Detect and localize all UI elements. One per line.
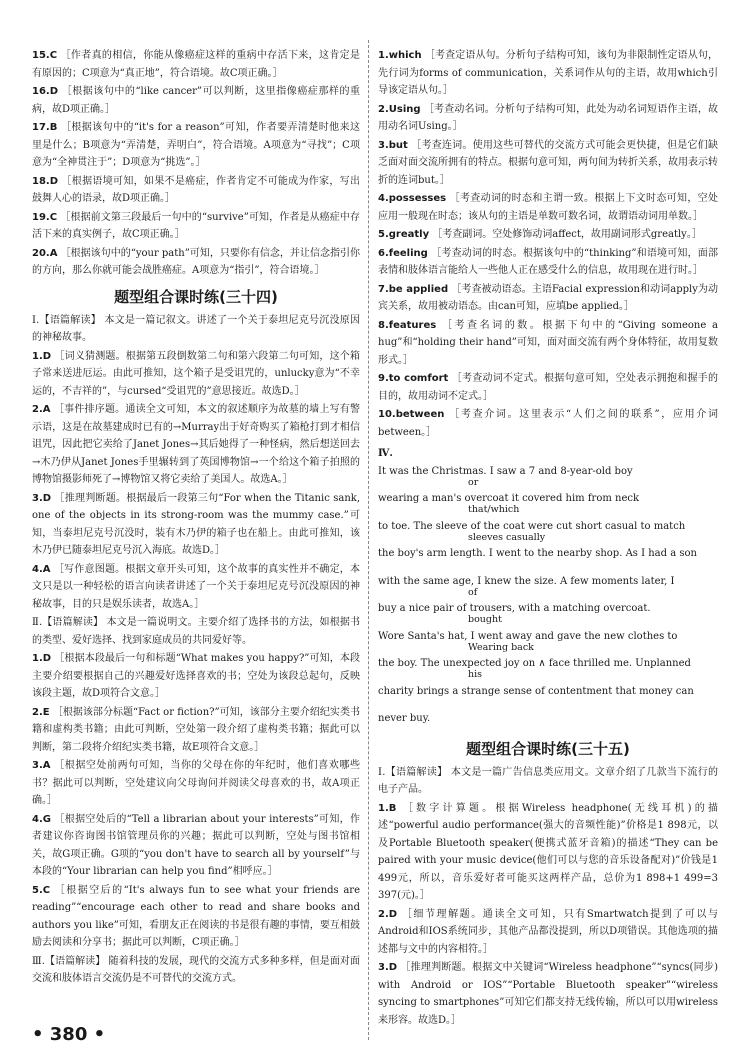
answer-number: 5.greatly	[378, 229, 430, 240]
answer-explanation: ［考查连词。使用这些可替代的交流方式可能会更快捷，但是它们缺乏面对面交流所拥有的特点。根据句意可知，两句间为转折关系，故用表示转折的连词but。］	[378, 139, 719, 186]
answer-item	[32, 173, 360, 208]
answer-explanation: ［根据前文第三段最后一句中的“survive”可知，作者是从癌症中存活下来的真实例子，故C项正确。］	[32, 211, 360, 240]
answer-number: 1.D	[32, 350, 52, 362]
answer-explanation: ［考查动词的时态。根据该句中的“thinking”和语境可知，面部表情和肢体语言能给人一些他人正在感受什么的信息，故用现在进行时。］	[378, 247, 718, 276]
answer-explanation: ［根据该句中的“like cancer”可以判断，这里指像癌症那样的重病，故D项正确。］	[32, 86, 360, 115]
answer-explanation: ［推理判断题。根据文中关键词“Wireless headphone”“syncs(同步) with Android or IOS”“Portable Bluetooth speaker”“wireless syncing to smartphones”可知它们都支持无线传输，所以可以用wireless来形容。故选D。］	[378, 962, 718, 1026]
answer-item	[32, 561, 360, 614]
answer-item	[32, 119, 360, 172]
essay-correction: sleeves casually	[468, 531, 546, 543]
answer-item	[32, 47, 360, 82]
answer-explanation: ［根据该句中的“your path”可知，只要你有信念，并让信念指引你的方向，那么你就可能会战胜癌症。A项意为“指引”，符合语境。］	[32, 247, 360, 276]
answer-number: 17.B	[32, 122, 58, 133]
answer-explanation: ［考查动词不定式。根据句意可知，空处表示拥抱和握手的目的，故用动词不定式。］	[378, 373, 718, 402]
section-title-35: 题型组合课时练(三十五)	[466, 739, 630, 758]
answer-explanation: ［写作意图题。根据文章开头可知，这个故事的真实性并不确定，本文只是以一种轻松的语言向读者讲述了一个关于泰坦尼克号沉没原因的神秘故事，目的只是娱乐读者，故选A。］	[32, 563, 360, 610]
answer-explanation: ［根据该部分标题“Fact or fiction?”可知，该部分主要介绍纪实类书籍和虚构类书籍；由此可判断，空处第一段介绍了虚构类书籍；据此可以判断，第二段将介绍纪实类书籍，故E项符合文意。］	[32, 706, 360, 753]
answer-explanation: ［根据该句中的“it's for a reason”可知，作者要弄清楚时他来这里是什么；B项意为“弄清楚，弄明白”，符合语境。A项意为“寻找”；C项意为“全神贯注于”；D项意为“挑选”。］	[32, 122, 360, 168]
intro-reading-III: Ⅲ.【语篇解读】 随着科技的发展，现代的交流方式多种多样，但是面对面交流和肢体语言交流仍是不可替代的交流方式。	[32, 955, 360, 984]
essay-line-text: charity brings a strange sense of contentment that money can	[378, 685, 694, 697]
answer-item	[32, 882, 360, 952]
answer-item	[32, 490, 360, 560]
answer-explanation: ［词义猜测题。根据第五段倒数第二句和第六段第二句可知，这个箱子常来送进厄运。由此可推知，这个箱子是受诅咒的，unlucky意为“不幸运的，不吉祥的”，与cursed“受诅咒的”意思接近。故选D。］	[32, 350, 360, 397]
essay-line-text: with the same age, I knew the size. A few moments later, I	[378, 575, 675, 587]
answer-item	[32, 401, 360, 489]
answer-number: 4.A	[32, 563, 51, 575]
essay-line	[378, 710, 718, 728]
answer-explanation: ［推理判断题。根据最后一段第三句“For when the Titanic sank, one of the objects in its strong-room was the mummy case.”可知，当泰坦尼克号沉没时，装有木乃伊的箱子也在船上。由此可推知，该木乃伊已随泰坦尼克号沉入海底。故选D。］	[32, 492, 360, 556]
answer-item	[378, 370, 718, 405]
answer-number: 10.between	[378, 409, 445, 420]
intro-reading-I: Ⅰ.【语篇解读】 本文是一篇记叙文。讲述了一个关于泰坦尼克号沉没原因的神秘故事。	[32, 314, 360, 343]
answer-explanation: ［考查被动语态。主语Facial expression和动词apply为动宾关系，故用被动语态。由can可知，应填be applied。］	[378, 283, 718, 312]
answer-explanation: ［考查动名词。分析句子结构可知，此处为动名词短语作主语，故用动名词Using。］	[378, 103, 718, 132]
answer-number: 1.B	[378, 802, 397, 814]
answer-number: 3.but	[378, 139, 408, 151]
left-column	[32, 47, 360, 989]
answer-number: 4.G	[32, 813, 51, 825]
answer-explanation: ［作者真的相信，你能从像癌症这样的重病中存活下来，这肯定是有原因的；C项意为“真正地”，符合语境。故C项正确。］	[32, 50, 360, 79]
answer-item	[32, 348, 360, 401]
answer-number: 3.A	[32, 760, 51, 771]
section-title-34: 题型组合课时练(三十四)	[114, 287, 278, 306]
essay-correction: Wearing back	[468, 641, 534, 653]
page-number: • 380 •	[32, 1024, 106, 1045]
answer-number: 2.D	[378, 908, 398, 920]
answer-number: 5.C	[32, 884, 51, 896]
answer-number: 19.C	[32, 211, 58, 223]
essay-line-text: It was the Christmas. I saw a 7 and 8-year-old boy	[378, 465, 633, 477]
answer-explanation: ［根据空后的“It's always fun to see what your friends are reading”“encourage each other to read and share books and authors you like”可知，看朋友正在阅读的书是很有趣的事情，要互相鼓励去阅读和分享书；据此可以判断，C项正确。］	[32, 884, 360, 948]
essay-line-text: the boy. The unexpected joy on ∧ face thrilled me. Unplanned	[378, 658, 691, 669]
answer-item	[378, 800, 718, 905]
essay-line	[378, 490, 718, 515]
answer-explanation: ［考查介词。这里表示“人们之间的联系”，应用介词between。］	[378, 409, 718, 438]
answer-item	[378, 906, 718, 959]
error-correction-essay	[378, 445, 718, 728]
answer-number: 7.be applied	[378, 283, 449, 295]
answer-number: 2.Using	[378, 103, 421, 115]
answer-item	[378, 47, 718, 100]
answer-explanation: ［细节理解题。通读全文可知，只有Smartwatch提到了可以与Android和IOS系统同步，其他产品都没提到，所以D项错误。其他选项的描述都与文中的内容相符。］	[378, 908, 718, 955]
answer-item	[378, 226, 718, 244]
answer-item	[378, 190, 718, 225]
answer-explanation: ［数字计算题。根据Wireless headphone(无线耳机)的描述“powerful audio performance(强大的音频性能)”价格是1 898元，以及Portable Bluetooth speaker(便携式蓝牙音箱)的描述“They can be paired with your music device(他们可以与您的音乐设备配对)”价钱是1 499元，所以，音乐爱好者可能买这两样产品，总价为1 898+1 499=3 397(元)。］	[378, 802, 718, 901]
essay-line-text: wearing a man's overcoat it covered him from neck	[378, 493, 640, 504]
answer-explanation: ［根据空处后的“Tell a librarian about your interests”可知，作者建议你咨询图书馆管理员你的兴趣；据此可以判断，空处与图书馆相关，故G项正确。G项的“you don't have to search all by yourself”与本段的“Your librarian can help you find”相呼应。］	[32, 813, 360, 877]
answer-explanation: ［考查定语从句。分析句子结构可知，该句为非限制性定语从句，先行词为forms of communication，关系词作从句的主语，故用which引导该定语从句。］	[378, 50, 718, 96]
answer-number: 20.A	[32, 247, 58, 259]
essay-line	[378, 655, 718, 680]
answer-item	[378, 406, 718, 441]
answer-explanation: ［根据本段最后一句和标题“What makes you happy?”可知，本段主要介绍要根据自己的兴趣爱好选择喜欢的书；空处为该段总起句，反映该段主题，故D项符合文意。］	[32, 653, 360, 699]
answer-item	[32, 209, 360, 244]
answer-item	[32, 245, 360, 280]
answer-number: 3.D	[378, 962, 398, 973]
column-divider	[368, 40, 369, 1040]
answer-item	[378, 959, 718, 1029]
essay-correction: bought	[468, 614, 502, 625]
answer-number: 9.to comfort	[378, 373, 449, 384]
answer-number: 6.feeling	[378, 247, 428, 259]
answer-item	[32, 650, 360, 703]
essay-line-text: never buy.	[378, 713, 431, 724]
essay-correction: of	[468, 586, 478, 598]
answer-item	[378, 281, 718, 316]
essay-line	[378, 518, 718, 543]
answer-explanation: ［考查副词。空处修饰动词affect，故用副词形式greatly。］	[432, 229, 702, 240]
essay-correction: or	[468, 476, 479, 488]
answer-number: 4.possesses	[378, 193, 447, 204]
answer-item	[378, 101, 718, 136]
answer-explanation: ［考查名词的数。根据下句中的“Giving someone a hug”和“holding their hand”可知，面对面交流有两个身体特征，故用复数形式。］	[378, 319, 718, 366]
essay-line	[378, 463, 718, 488]
essay-line-text: buy a nice pair of trousers, with a matching overcoat.	[378, 603, 651, 614]
essay-line-text: the boy's arm length. I went to the nearby shop. As I had a son	[378, 548, 697, 559]
essay-correction: that/which	[468, 504, 520, 515]
answer-number: 2.A	[32, 404, 51, 415]
intro-reading-II: Ⅱ.【语篇解读】 本文是一篇说明文。主要介绍了选择书的方法，如根据书的类型、爱好选择、找到家庭成员的共同爱好等。	[32, 617, 360, 646]
essay-line	[378, 573, 718, 598]
essay-line	[378, 545, 718, 563]
essay-label: Ⅳ.	[378, 448, 393, 459]
essay-line-text: Wore Santa's hat, I went away and gave the new clothes to	[378, 630, 678, 642]
essay-line	[378, 600, 718, 625]
right-column	[378, 47, 718, 1030]
essay-line	[378, 628, 718, 653]
answer-item	[378, 245, 718, 280]
answer-number: 1.which	[378, 50, 422, 61]
answer-number: 8.features	[378, 319, 437, 331]
answer-explanation: ［事件排序题。通读全文可知，本文的叙述顺序为故墓的墙上写有警示语，这是在故墓建成时已有的→Murray出于好奇购买了箱枪打到才相信诅咒，因此把它卖给了Janet Jones→其后她得了一种怪病，然后想送回去→木乃伊从Janet Jones手里辗转到了英国博物馆→一个给这个箱子拍照的博物馆摄影师死了→博物馆又将它卖给了美国人。故选A。］	[32, 404, 360, 485]
essay-line-text: to toe. The sleeve of the coat were cut short casual to match	[378, 520, 686, 532]
intro-reading-35-I: Ⅰ.【语篇解读】 本文是一篇广告信息类应用文。文章介绍了几款当下流行的电子产品。	[378, 766, 718, 795]
answer-item	[32, 83, 360, 118]
answer-explanation: ［根据语境可知，如果不是癌症，作者肯定不可能成为作家，写出鼓舞人心的语录，故D项正确。］	[32, 175, 360, 204]
answer-number: 1.D	[32, 653, 52, 664]
answer-number: 2.E	[32, 706, 50, 718]
answer-number: 15.C	[32, 50, 58, 61]
answer-number: 18.D	[32, 175, 59, 187]
essay-line	[378, 683, 718, 701]
answer-item	[378, 317, 718, 370]
answer-item	[378, 137, 718, 190]
answer-number: 16.D	[32, 86, 59, 97]
answer-item	[32, 757, 360, 810]
answer-explanation: ［考查动词的时态和主谓一致。根据上下文时态可知，空处应用一般现在时态；该从句的主语是单数可数名词，故谓语动词用单数。］	[378, 193, 718, 222]
answer-item	[32, 811, 360, 881]
answer-explanation: ［根据空处前两句可知，当你的父母在你的年纪时，他们喜欢哪些书？据此可以判断，空处建议向父母询问并阅读父母喜欢的书，故A项正确。］	[32, 760, 360, 806]
essay-correction: his	[468, 669, 483, 680]
answer-item	[32, 704, 360, 757]
answer-number: 3.D	[32, 492, 52, 504]
